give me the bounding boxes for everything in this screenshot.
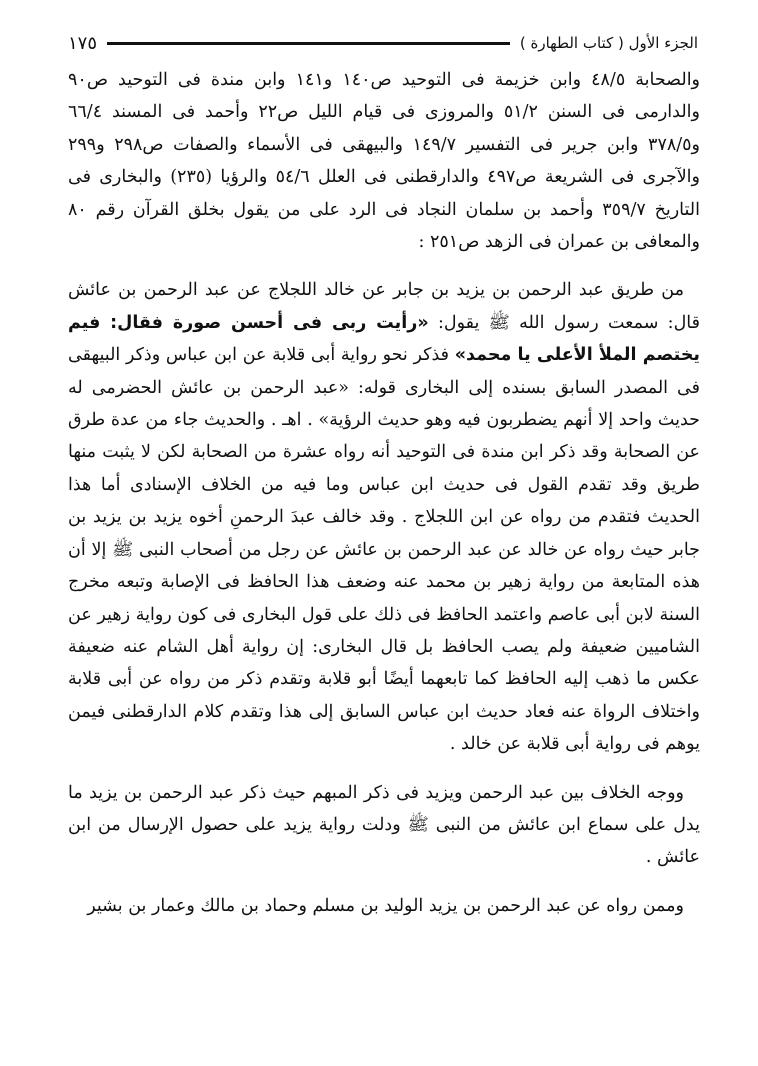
narrators-paragraph bbox=[68, 890, 700, 922]
page-header bbox=[68, 28, 698, 58]
difference-paragraph bbox=[68, 777, 700, 874]
difference-text: ووجه الخلاف بين عبد الرحمن ويزيد فى ذكر المبهم حيث ذكر عبد الرحمن بن يزيد ما يدل على سماع ابن عائش من النبى ﷺ ودلت رواية يزيد على حصول الإرسال من ابن عائش . bbox=[68, 782, 700, 868]
hadith-quote: «رأيت ربى فى أحسن صورة فقال: فيم يختصم الملأ الأعلى يا محمد» bbox=[68, 312, 701, 366]
references-text: والصحابة ٤٨/٥ وابن خزيمة فى التوحيد ص١٤٠ و١٤١ وابن مندة فى التوحيد ص٩٠ والدارمى فى السنن ٥١/٢ والمروزى فى قيام الليل ص٢٢ وأحمد فى المسند ٦٦/٤ و٣٧٨/٥ وابن جرير فى التفسير ١٤٩/٧ والبيهقى فى الأسماء والصفات ص٢٩٨ و٢٩٩ والآجرى فى الشريعة ص٤٩٧ والدارقطنى فى العلل ٥٤/٦ والرؤيا (٢٣٥) والبخارى فى التاريخ ٣٥٩/٧ وأحمد بن سلمان النجاد فى الرد على من يقول بخلق القرآن رقم ٨٠ والمعافى بن عمران فى الزهد ص٢٥١ : bbox=[68, 70, 701, 253]
hadith-discussion-text: فذكر نحو رواية أبى قلابة عن ابن عباس وذكر البيهقى فى المصدر السابق بسنده إلى البخارى قوله: «عبد الرحمن بن عائش الحضرمى له حديث واحد إلا أنهم يضطربون فيه وهو حديث الرؤية» . اهـ . والحديث جاء من عدة طرق عن الصحابة وقد ذكر ابن مندة فى التوحيد أنه رواه عشرة من الصحابة لكن لا يثبت منها طريق وقد تقدم القول فى حديث ابن عباس وما فيه من الخلاف الإسنادى أما هذا الحديث فتقدم من رواه عن ابن اللجلاج . وقد خالف عبدَ الرحمنِ أخوه يزيد بن يزيد بن جابر حيث رواه عن خالد عن عبد الرحمن بن عائش عن رجل من أصحاب النبى ﷺ إلا أن هذه المتابعة من رواية زهير بن محمد عنه وضعف هذا الحافظ فى الإصابة وتبعه مخرج السنة لابن أبى عاصم واعتمد الحافظ فى ذلك على قول البخارى فى كون رواية زهير عن الشاميين ضعيفة ولم يصب الحافظ بل قال البخارى: إن رواية أهل الشام عنه ضعيفة عكس ما ذهب إليه الحافظ كما تابعهما أيضًا أبو قلابة وتقدم ذكر من رواه عن أبى قلابة واختلاف الرواة عنه فعاد حديث ابن عباس السابق إلى هذا وتقدم كلام الدارقطنى فيمن يوهم فى رواية أبى قلابة عن خالد . bbox=[68, 345, 700, 755]
header-rule bbox=[107, 42, 510, 45]
narrators-text: وممن رواه عن عبد الرحمن بن يزيد الوليد بن مسلم وحماد بن مالك وعمار بن بشير bbox=[87, 895, 684, 916]
page-number: ١٧٥ bbox=[68, 32, 98, 54]
references-paragraph bbox=[68, 64, 700, 258]
running-title: الجزء الأول ( كتاب الطهارة ) bbox=[519, 34, 698, 52]
hadith-paragraph bbox=[68, 274, 700, 760]
hadith-intro-text: من طريق عبد الرحمن بن يزيد بن جابر عن خالد اللجلاج عن عبد الرحمن بن عائش قال: سمعت رسول الله ﷺ يقول: bbox=[68, 280, 700, 333]
page-body bbox=[68, 64, 700, 922]
